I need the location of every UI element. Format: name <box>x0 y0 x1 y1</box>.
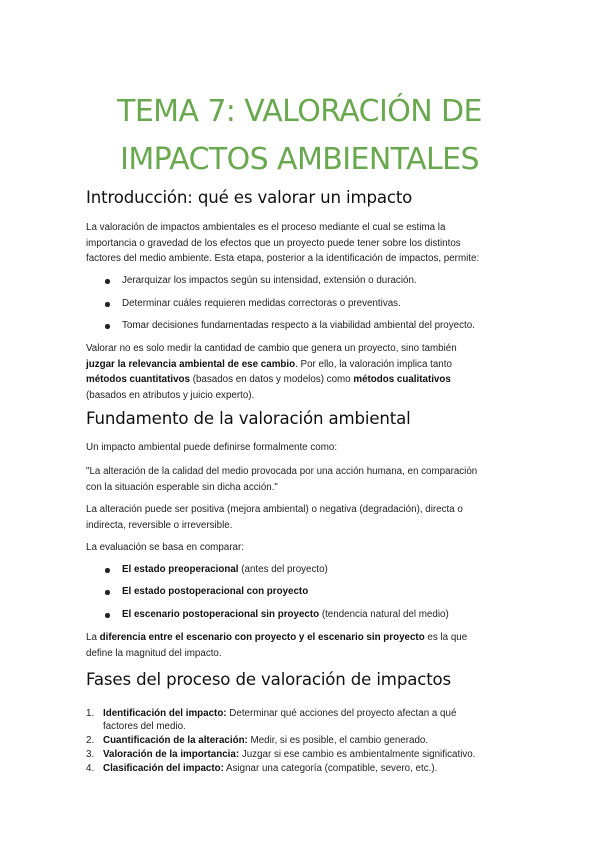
definition-intro: Un impacto ambiental puede definirse formalmente como: <box>86 442 338 453</box>
bullet-icon <box>105 279 110 284</box>
bold-phrase: Identificación del impacto: <box>103 708 227 719</box>
paragraph-line: define la magnitud del impacto. <box>86 647 222 659</box>
list-item-text <box>103 707 498 733</box>
bullet-icon <box>105 324 110 329</box>
bold-phrase: El estado postoperacional con proyecto <box>122 586 309 597</box>
paragraph-text: es la que <box>424 632 468 643</box>
paragraph-text: . Por ello, la valoración implica tanto <box>295 358 452 370</box>
bold-phrase: Cuantificación de la alteración: <box>103 735 248 746</box>
bold-phrase: Clasificación del impacto: <box>103 763 224 774</box>
list-item-text <box>122 563 522 577</box>
list-item-text <box>103 734 498 747</box>
bullet-icon <box>105 613 110 618</box>
bullet-icon <box>105 590 110 595</box>
section-heading-fases: Fases del proceso de valoración de impactos <box>86 670 452 689</box>
alteration-paragraph <box>86 502 516 533</box>
quote-line: "La alteración de la calidad del medio provocada por una acción humana, en comparación <box>86 466 478 477</box>
intro-paragraph <box>86 220 516 267</box>
list-number: 1. <box>86 708 95 719</box>
list-number: 4. <box>86 763 95 774</box>
paragraph-text: La <box>86 632 100 643</box>
list-item-detail: (antes del proyecto) <box>238 564 328 575</box>
list-item-text: Tomar decisiones fundamentadas respecto a la viabilidad ambiental del proyecto. <box>122 320 475 331</box>
intro-line: La valoración de impactos ambientales es el proceso mediante el cual se estima la <box>86 222 446 233</box>
list-item-text: Jerarquizar los impactos según su intensidad, extensión o duración. <box>122 275 417 286</box>
section-heading-intro: Introducción: qué es valorar un impacto <box>86 188 413 207</box>
list-item-detail: Juzgar si ese cambio es ambientalmente significativo. <box>239 749 476 760</box>
section-heading-fundamento: Fundamento de la valoración ambiental <box>86 409 411 428</box>
list-number: 3. <box>86 749 95 760</box>
bold-phrase: Valoración de la importancia: <box>103 749 240 760</box>
difference-paragraph <box>86 630 516 661</box>
page-title-line-2: IMPACTOS AMBIENTALES <box>120 142 479 177</box>
definition-quote <box>86 464 516 495</box>
bullet-icon <box>105 568 110 573</box>
bold-phrase: diferencia entre el escenario con proyecto y el escenario sin proyecto <box>99 632 425 643</box>
list-item-detail: (tendencia natural del medio) <box>319 609 449 620</box>
list-item-text <box>103 748 498 761</box>
bold-phrase: El estado preoperacional <box>122 564 239 575</box>
list-item-text <box>122 608 522 622</box>
bold-phrase: El escenario postoperacional sin proyecto <box>122 609 320 620</box>
list-item-detail: factores del medio. <box>103 721 186 732</box>
list-item-detail: Medir, si es posible, el cambio generado. <box>247 735 429 746</box>
bold-phrase: métodos cuantitativos <box>86 374 190 385</box>
paragraph-line: indirecta, reversible o irreversible. <box>86 519 233 531</box>
paragraph-line: La alteración puede ser positiva (mejora ambiental) o negativa (degradación), directa o <box>86 504 463 515</box>
list-item-text <box>103 762 498 775</box>
bullet-icon <box>105 302 110 307</box>
intro-line: importancia o gravedad de los efectos que un proyecto puede tener sobre los distintos <box>86 237 461 249</box>
list-item-text <box>122 585 522 599</box>
paragraph-text: (basados en datos y modelos) como <box>189 374 354 385</box>
list-item-text: Determinar cuáles requieren medidas correctoras o preventivas. <box>122 298 401 309</box>
comparison-intro: La evaluación se basa en comparar: <box>86 542 244 553</box>
page-title-line-1: TEMA 7: VALORACIÓN DE <box>117 94 482 129</box>
paragraph-line: (basados en atributos y juicio experto). <box>86 389 255 401</box>
bold-phrase: métodos cualitativos <box>353 374 451 385</box>
quote-line: con la situación esperable sin dicha acción." <box>86 481 278 493</box>
bold-phrase: juzgar la relevancia ambiental de ese cambio <box>86 358 296 370</box>
valuation-paragraph <box>86 341 516 403</box>
list-item-detail: Asignar una categoría (compatible, severo, etc.). <box>223 763 438 774</box>
list-item-detail: Determinar qué acciones del proyecto afectan a qué <box>226 708 457 719</box>
list-number: 2. <box>86 735 95 746</box>
intro-line: factores del medio ambiente. Esta etapa, posterior a la identificación de impactos, permite: <box>86 253 480 264</box>
paragraph-line: Valorar no es solo medir la cantidad de cambio que genera un proyecto, sino también <box>86 343 457 354</box>
